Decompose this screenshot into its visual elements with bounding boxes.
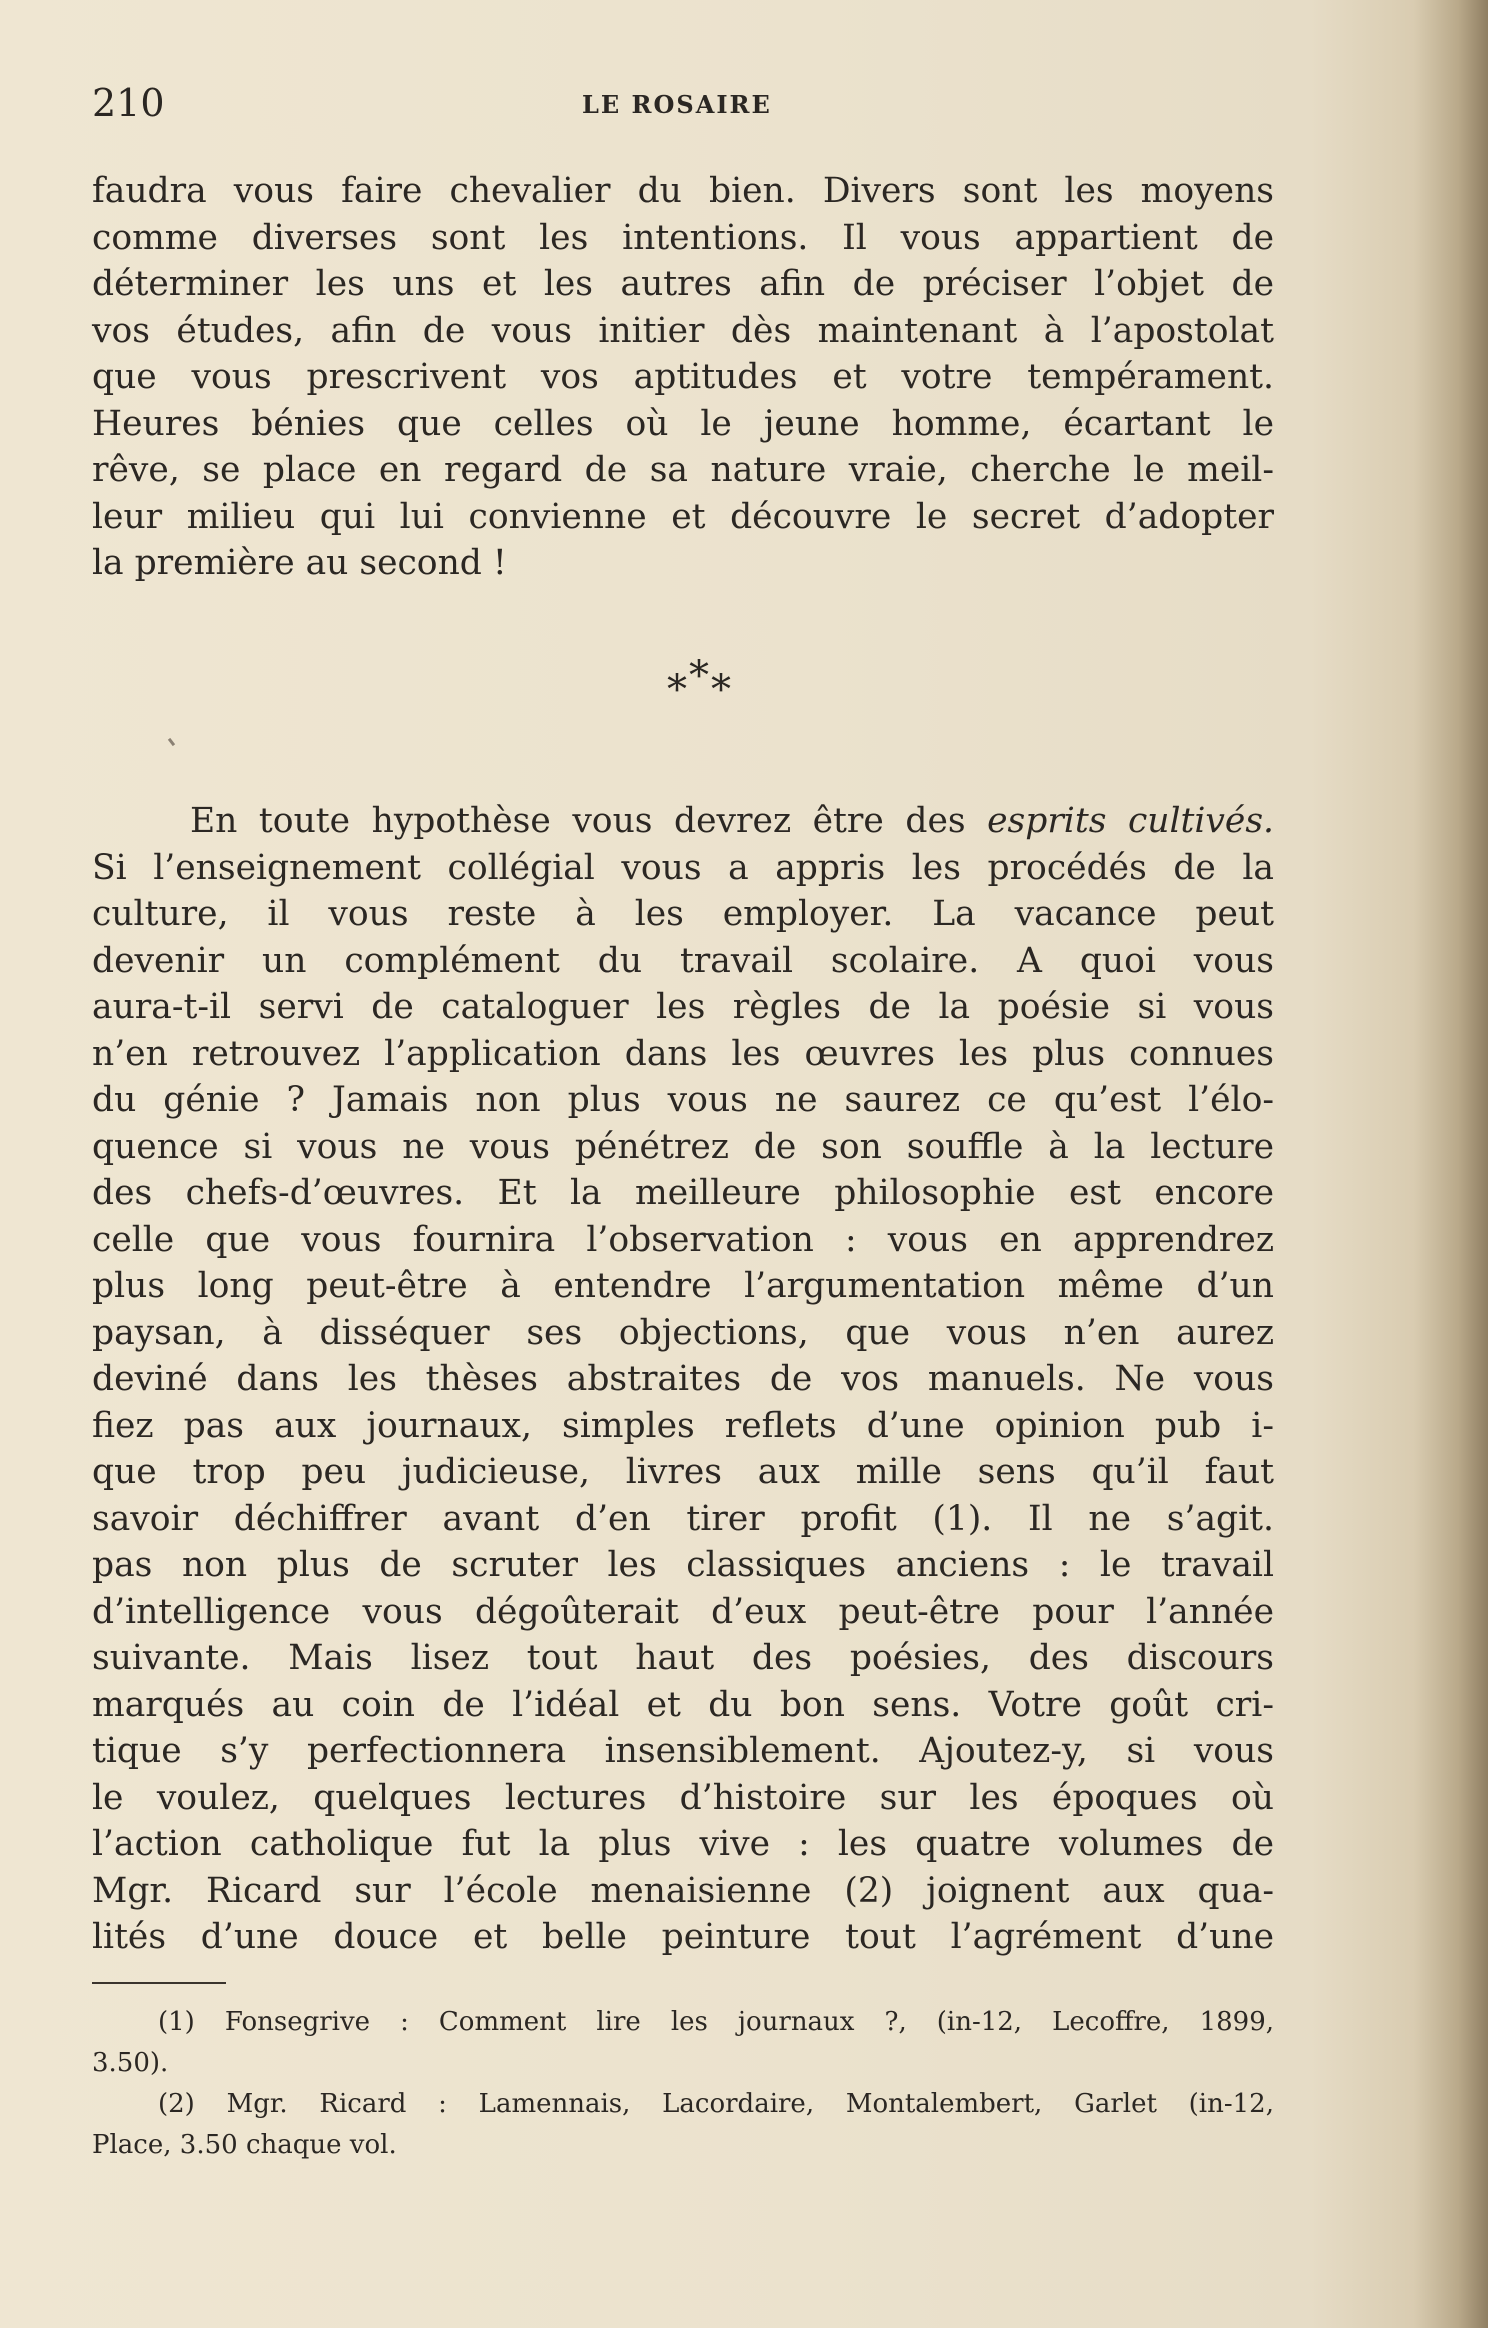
text-line: Si l’enseignement collégial vous a appris les procédés de la: [92, 847, 1274, 888]
running-title: LE ROSAIRE: [582, 90, 772, 119]
footnote-2: (2) Mgr. Ricard : Lamennais, Lacordaire, Montalembert, Garlet (in-12,: [158, 2089, 1274, 2119]
text-line: comme diverses sont les intentions. Il vous appartient de: [92, 217, 1274, 258]
ornament-star: *: [689, 653, 711, 699]
text-line: culture, il vous reste à les employer. La vacance peut: [92, 894, 1274, 934]
text-line: du génie ? Jamais non plus vous ne saurez ce qu’est l’élo-: [92, 1080, 1274, 1120]
asterism-ornament: [630, 653, 770, 720]
footnote-divider: [92, 1982, 226, 1984]
text-line: faudra vous faire chevalier du bien. Divers sont les moyens: [92, 171, 1274, 211]
text-line: pas non plus de scruter les classiques anciens : le travail: [92, 1545, 1274, 1585]
text-line: vos études, afin de vous initier dès maintenant à l’apostolat: [92, 310, 1274, 351]
ornament-star: *: [667, 667, 689, 713]
text-line: déterminer les uns et les autres afin de préciser l’objet de: [92, 264, 1274, 304]
text-line: quence si vous ne vous pénétrez de son souffle à la lecture: [92, 1126, 1274, 1167]
text-line: deviné dans les thèses abstraites de vos manuels. Ne vous: [92, 1359, 1274, 1399]
text-line: tique s’y perfectionnera insensiblement. Ajoutez-y, si vous: [92, 1731, 1274, 1771]
text-line: la première au second !: [92, 543, 507, 583]
text-line: l’action catholique fut la plus vive : les quatre volumes de: [92, 1824, 1274, 1864]
paragraph-2: [92, 798, 1274, 1961]
text-line: savoir déchiffrer avant d’en tirer profit (1). Il ne s’agit.: [92, 1498, 1274, 1539]
text-line: aura-t-il servi de cataloguer les règles de la poésie si vous: [92, 987, 1274, 1027]
text-line: Mgr. Ricard sur l’école menaisienne (2) joignent aux qua-: [92, 1870, 1274, 1911]
text-line: d’intelligence vous dégoûterait d’eux peut-être pour l’année: [92, 1591, 1274, 1632]
text-line: fiez pas aux journaux, simples reflets d’une opinion pub i-: [92, 1405, 1274, 1446]
text-line: lités d’une douce et belle peinture tout l’agrément d’une: [92, 1917, 1274, 1957]
text-line: que trop peu judicieuse, livres aux mille sens qu’il faut: [92, 1452, 1274, 1492]
text-line: leur milieu qui lui convienne et découvre le secret d’adopter: [92, 496, 1274, 537]
footnote-1: (1) Fonsegrive : Comment lire les journaux ?, (in-12, Lecoffre, 1899,: [158, 2007, 1274, 2037]
text-line: celle que vous fournira l’observation : vous en apprendrez: [92, 1219, 1274, 1260]
text-line: rêve, se place en regard de sa nature vraie, cherche le meil-: [92, 450, 1274, 490]
text-line: Heures bénies que celles où le jeune homme, écartant le: [92, 403, 1274, 444]
text-line: paysan, à disséquer ses objections, que vous n’en aurez: [92, 1312, 1274, 1353]
page-number: 210: [92, 81, 165, 125]
text-line: suivante. Mais lisez tout haut des poésies, des discours: [92, 1638, 1274, 1678]
text-line: que vous prescrivent vos aptitudes et votre tempérament.: [92, 357, 1274, 397]
text-line: n’en retrouvez l’application dans les œuvres les plus connues: [92, 1033, 1274, 1074]
ink-speck: [168, 738, 175, 746]
text-line: le voulez, quelques lectures d’histoire sur les époques où: [92, 1777, 1274, 1818]
footnotes: [92, 2002, 1274, 2166]
paragraph-1: [92, 168, 1274, 587]
text-line: devenir un complément du travail scolaire. A quoi vous: [92, 940, 1274, 981]
page-header: [92, 78, 1292, 128]
text-line: plus long peut-être à entendre l’argumentation même d’un: [92, 1266, 1274, 1306]
footnote-1-continuation: 3.50).: [92, 2048, 169, 2078]
italic-phrase: esprits cultivés.: [987, 801, 1274, 841]
footnote-2-continuation: Place, 3.50 chaque vol.: [92, 2130, 397, 2160]
text-line: [92, 798, 1274, 845]
first-line-text: En toute hypothèse vous devrez être des: [190, 801, 966, 841]
text-line: des chefs-d’œuvres. Et la meilleure philosophie est encore: [92, 1173, 1274, 1213]
text-line: marqués au coin de l’idéal et du bon sens. Votre goût cri-: [92, 1684, 1274, 1725]
ornament-star: *: [711, 667, 733, 713]
